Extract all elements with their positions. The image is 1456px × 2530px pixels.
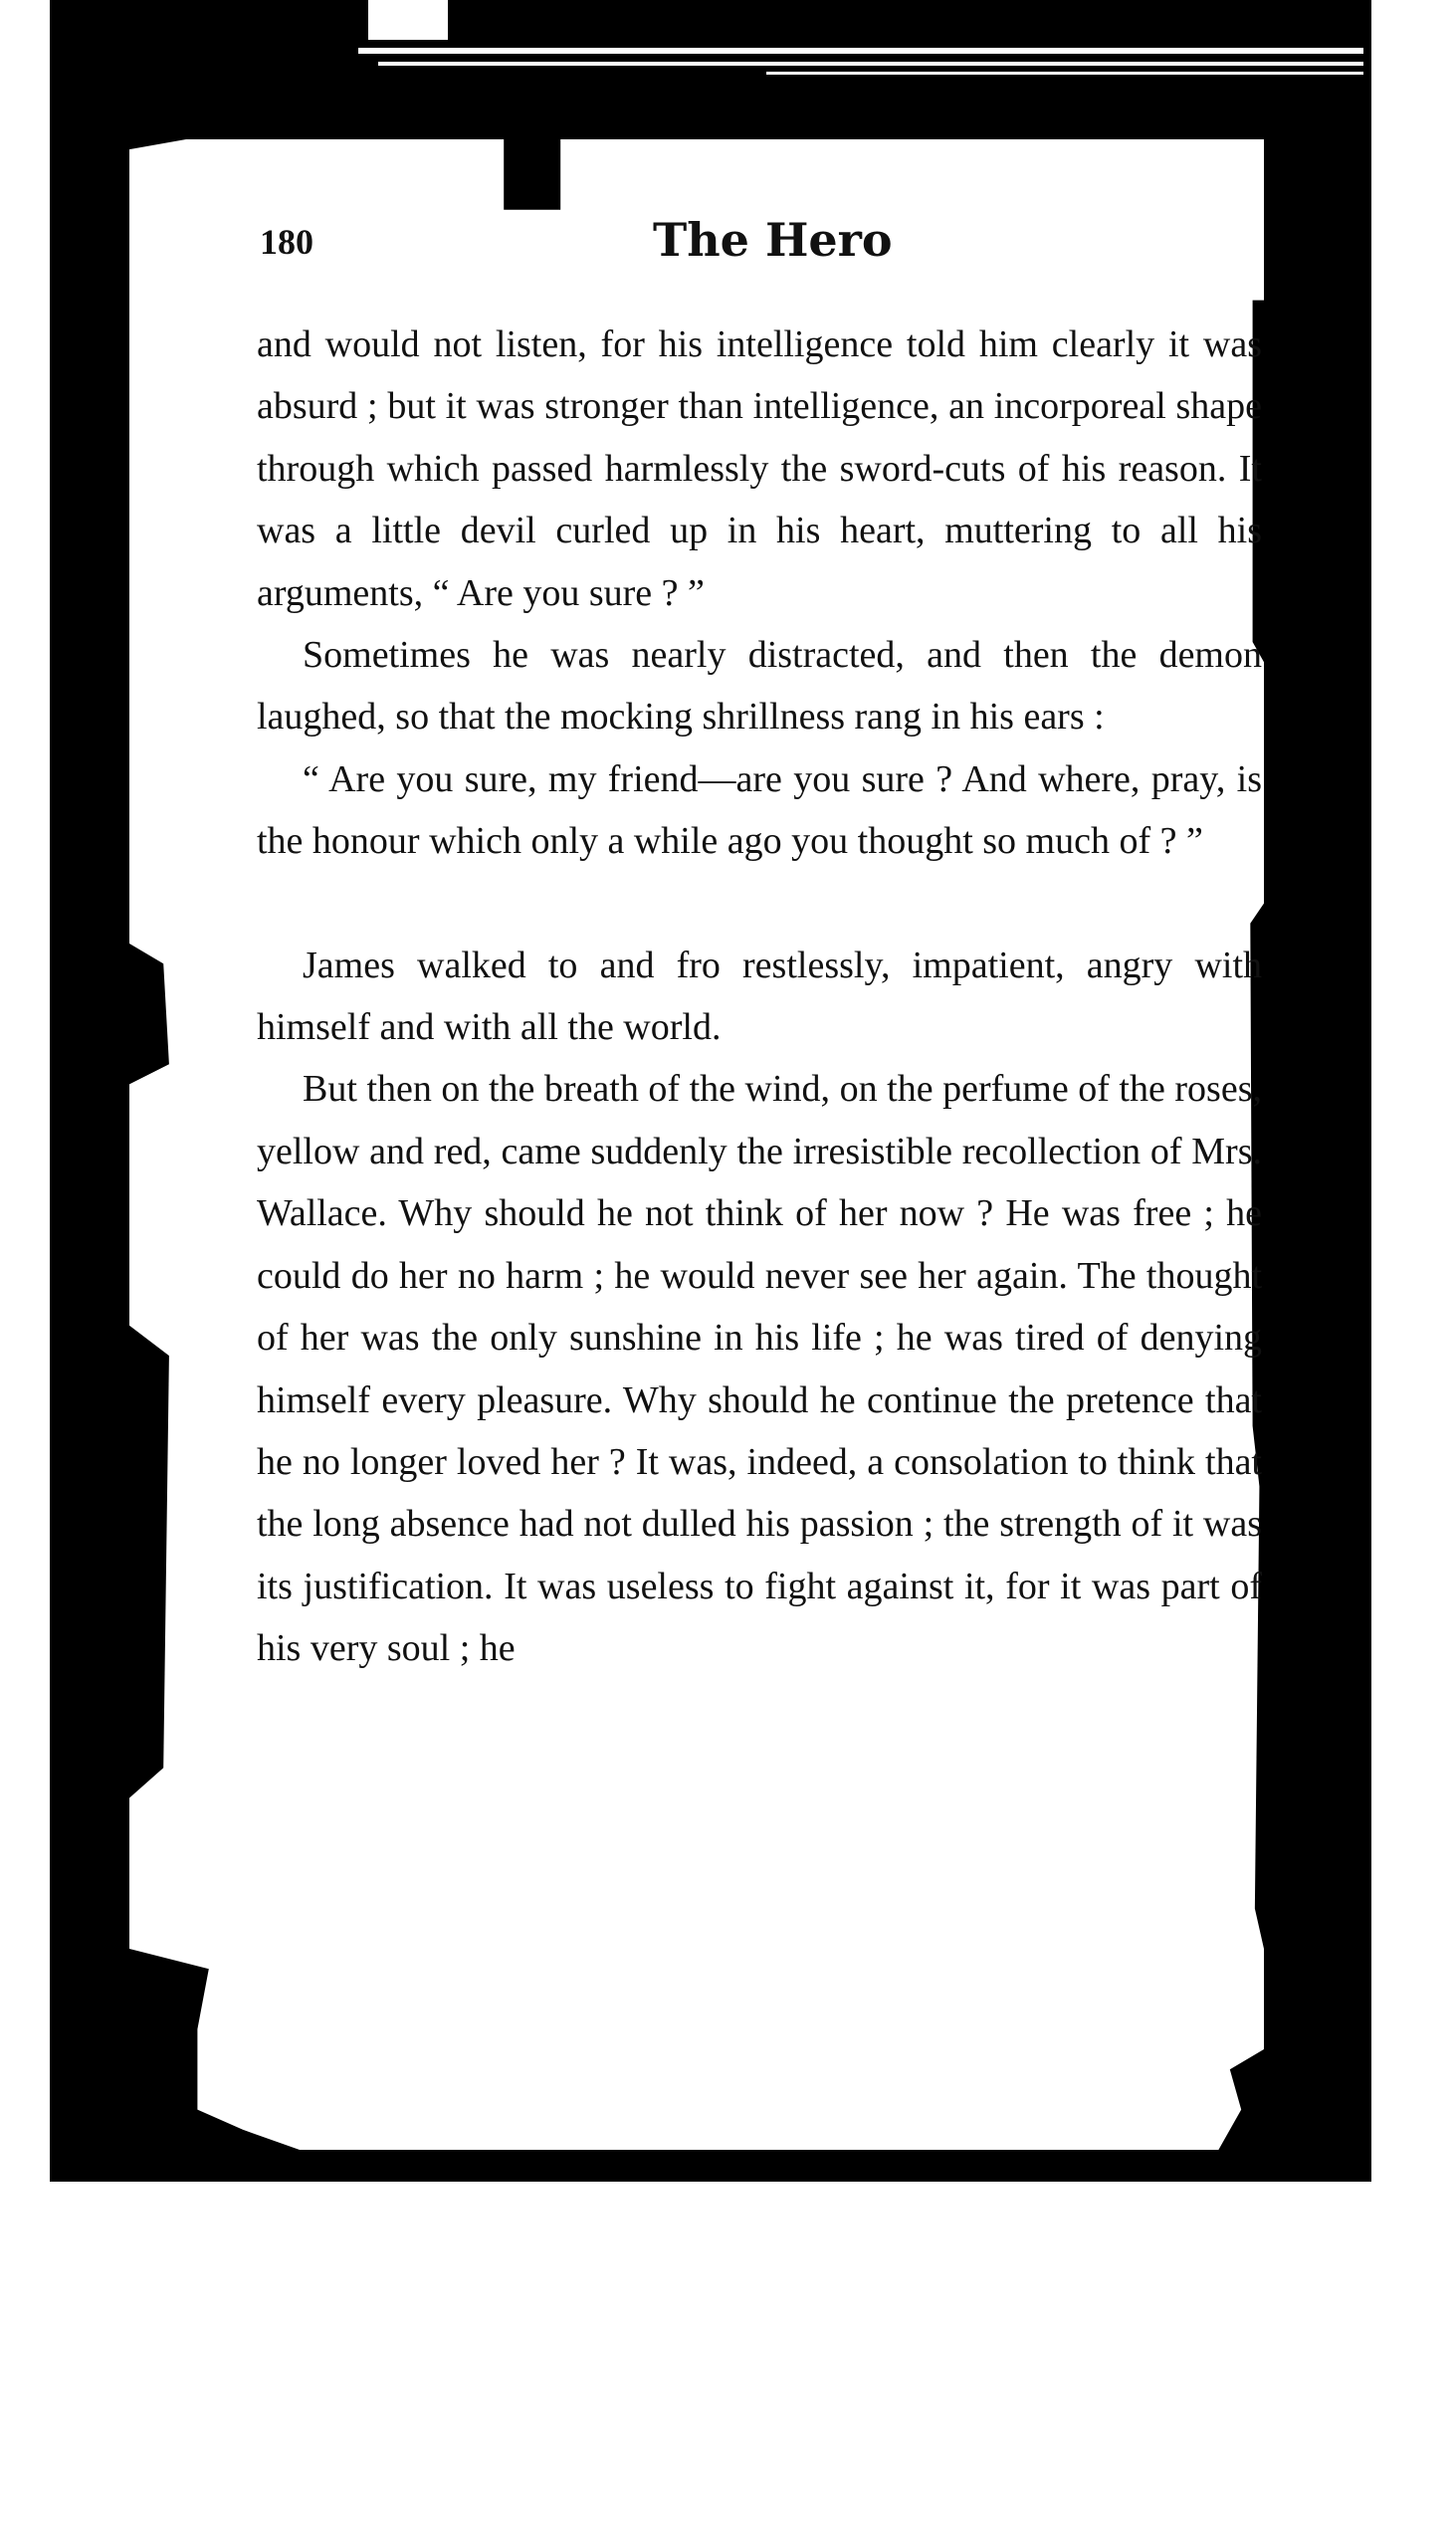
scan-streak (378, 62, 1363, 66)
running-head (257, 213, 1262, 277)
scan-streak (358, 48, 1363, 54)
paragraph: “ Are you sure, my friend—are you sure ? And where, pray, is the honour which only a while ago you thought so much of ? ” (257, 757, 1262, 863)
scan-streak (766, 72, 1363, 75)
paragraph: James walked to and fro restlessly, impatient, angry with himself and with all the world. (257, 944, 1262, 1049)
paragraph: But then on the breath of the wind, on the perfume of the roses, yellow and red, came suddenly the irresistible recollection of Mrs. Wallace. Why should he not think of her now ? He was free ; he could do her no harm ; he would never see her again. The thought of her was the only sunshine in his life ; he was tired of denying himself every pleasure. Why should he continue the pretence that he no longer loved her ? It was, indeed, a consolation to think that the long absence had not dulled his passion ; the strength of it was its justification. It was useless to fight against it, for it was part of his very soul ; he (257, 1068, 1262, 1670)
paragraph: Sometimes he was nearly distracted, and then the demon laughed, so that the mocking shrillness rang in his ears : (257, 634, 1262, 738)
running-title: The Hero (653, 213, 893, 267)
paragraph: and would not listen, for his intelligence told him clearly it was absurd ; but it was stronger than intelligence, an incorporeal shape through which passed harmlessly the sword-cuts of his reason. It was a little devil curled up in his heart, muttering to all his arguments, “ Are you sure ? ” (257, 323, 1262, 614)
page-number: 180 (260, 222, 313, 262)
body-text (257, 314, 1262, 1680)
scan-streak (368, 0, 448, 40)
